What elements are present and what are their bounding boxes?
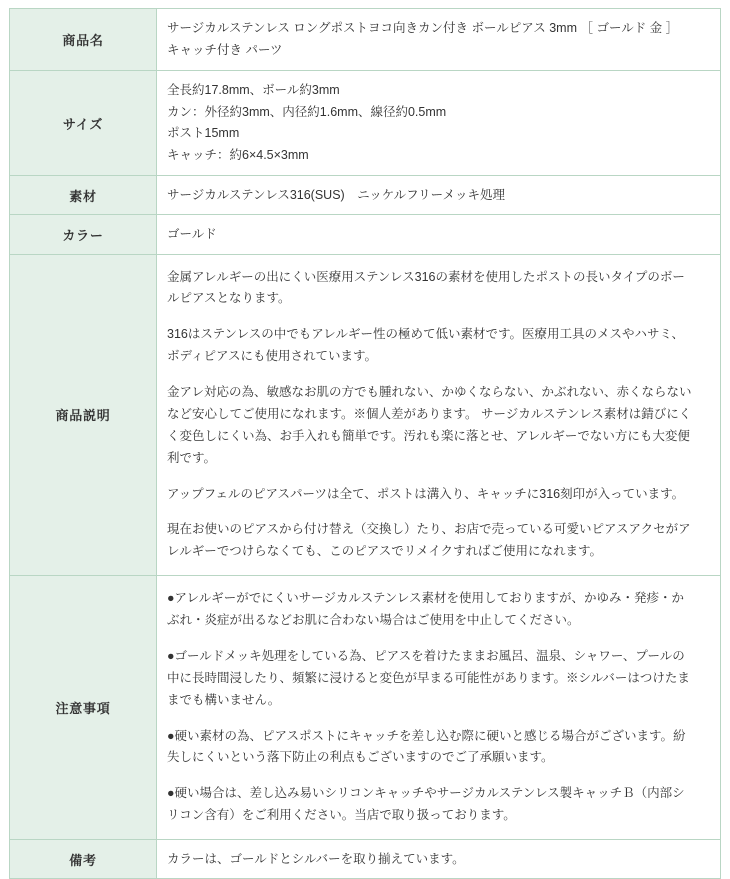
- row-label-product-name: 商品名: [10, 9, 157, 71]
- text-line: など安心してご使用になれます。※個人差があります。 サージカルステンレス素材は錆びにく: [167, 406, 692, 421]
- table-row: [10, 254, 721, 576]
- text-line: ●硬い場合は、差し込み易いシリコンキャッチやサージカルステンレス製キャッチＢ（内部シ: [167, 786, 685, 801]
- paragraph: [167, 267, 708, 311]
- text-line: 全長約17.8mm、ボール約3mm: [167, 83, 340, 97]
- row-label-material: 素材: [10, 176, 157, 215]
- text-line: サージカルステンレス316(SUS) ニッケルフリーメッキ処理: [167, 188, 505, 202]
- row-label-remarks: 備考: [10, 840, 157, 879]
- text-line: リコン含有）をご利用ください。当店で取り扱っております。: [167, 808, 516, 823]
- text-line: 現在お使いのピアスから付け替え（交換し）たり、お店で売っている可愛いピアスアクセがア: [167, 522, 691, 537]
- text-line: ボディピアスにも使用されています。: [167, 349, 378, 364]
- paragraph: [167, 484, 708, 506]
- text-line: カン：外径約3mm、内径約1.6mm、線径約0.5mm: [167, 104, 447, 119]
- table-row: [10, 9, 721, 71]
- text-line: ●硬い素材の為、ピアスポストにキャッチを差し込む際に硬いと感じる場合がございます。紛: [167, 728, 686, 743]
- product-spec-table: [9, 8, 721, 879]
- table-row: [10, 176, 721, 215]
- text-line: 316はステンレスの中でもアレルギー性の極めて低い素材です。医療用工具のメスやハサミ、: [167, 327, 684, 342]
- paragraph: [167, 588, 708, 632]
- text-line: ●アレルギーがでにくいサージカルステンレス素材を使用しておりますが、かゆみ・発疹・か: [167, 591, 685, 606]
- text-line: までも構いません。: [167, 692, 281, 707]
- paragraph: [167, 382, 708, 470]
- text-line: ぶれ・炎症が出るなどお肌に合わない場合はご使用を中止してください。: [167, 613, 580, 627]
- text-line: く変色しにくい為、お手入れも簡単です。汚れも楽に落とせ、アレルギーでない方にも大変便: [167, 428, 690, 443]
- text-line: ●ゴールドメッキ処理をしている為、ピアスを着けたままお風呂、温泉、シャワー、プールの: [167, 648, 685, 663]
- table-row: [10, 71, 721, 176]
- row-value-size: [157, 71, 721, 176]
- text-line: カラーは、ゴールドとシルバーを取り揃えています。: [167, 852, 465, 866]
- text-line: キャッチ：約6×4.5×3mm: [167, 147, 309, 162]
- paragraph: [167, 726, 708, 770]
- row-label-color: カラー: [10, 215, 157, 254]
- row-value-color: [157, 215, 721, 254]
- text-line: ゴールド: [167, 227, 217, 242]
- text-line: 利です。: [167, 450, 217, 465]
- text-line: アップフェルのピアスパーツは全て、ポストは溝入り、キャッチに316刻印が入っています。: [167, 486, 685, 501]
- row-value-notes: [157, 576, 721, 840]
- text-line: 失しにくいという落下防止の利点もございますのでご了承願います。: [167, 750, 554, 765]
- text-line: 金アレ対応の為、敏感なお肌の方でも腫れない、かゆくならない、かぶれない、赤くならない: [167, 385, 692, 399]
- text-line: キャッチ付き パーツ: [167, 42, 283, 57]
- text-line: サージカルステンレス ロングポストヨコ向きカン付き ボールピアス 3mm ［ ゴールド 金 ］: [167, 21, 679, 35]
- paragraph: [167, 519, 708, 563]
- text-line: 中に長時間浸したり、頻繁に浸けると変色が早まる可能性があります。※シルバーはつけたま: [167, 670, 690, 685]
- row-value-remarks: [157, 840, 721, 879]
- table-row: [10, 215, 721, 254]
- paragraph: [167, 783, 708, 827]
- row-value-product-name: [157, 9, 721, 71]
- table-row: [10, 840, 721, 879]
- text-line: 金属アレルギーの出にくい医療用ステンレス316の素材を使用したポストの長いタイプのボー: [167, 269, 685, 284]
- text-line: ポスト15mm: [167, 126, 240, 140]
- paragraph: [167, 646, 708, 712]
- text-line: ルピアスとなります。: [167, 291, 291, 306]
- row-label-description: 商品説明: [10, 254, 157, 576]
- table-row: [10, 576, 721, 840]
- text-line: レルギーでつけらなくても、このピアスでリメイクすればご使用になれます。: [167, 544, 602, 559]
- row-label-notes: 注意事項: [10, 576, 157, 840]
- row-value-material: [157, 176, 721, 215]
- row-value-description: [157, 254, 721, 576]
- paragraph: [167, 324, 708, 368]
- row-label-size: サイズ: [10, 71, 157, 176]
